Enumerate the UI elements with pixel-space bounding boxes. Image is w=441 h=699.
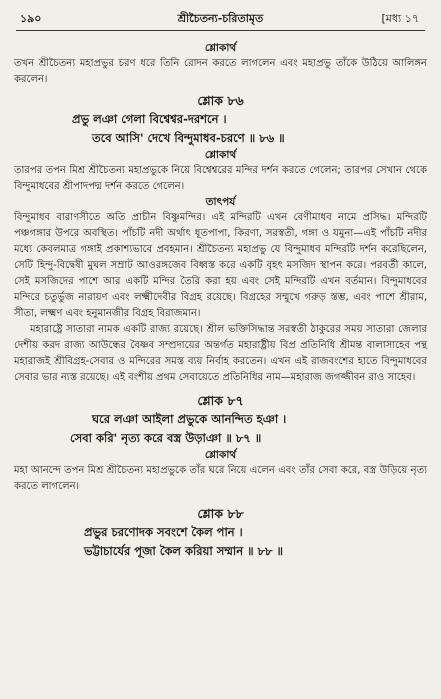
purport-paragraph: মহারাষ্ট্রে সাতারা নামক একটি রাজ্য রয়েছে। শ্রীল ভক্তিসিদ্ধান্ত সরস্বতী ঠাকুরের সময় সাতারা জেলার দেশীয় করদ রাজ্য আউন্ধের বৈষ্ণব সম্প্রদায়ের অন্তর্গত মহারাষ্ট্রীয় বিপ্র প্রতিনিধি শ্রীমন্ত বালাসাহেব পন্থ মহারাজই শ্রীবিগ্রহ-সেবার ও মন্দিরের সমস্ত ব্যয় নির্বাহ করতেন। এখন এই রাজবংশের হাতে বিন্দুমাধবের সেবার ভার ন্যস্ত রয়েছে। এই বংশীয় প্রথম সেবায়েতে প্রতিনিধির নাম—মহারাজ জগজ্জীবন রাও সাহেব।	[14, 324, 427, 383]
translation-label: শ্লোকার্থ	[204, 449, 237, 461]
translation-text: তখন শ্রীচৈতন্য মহাপ্রভুর চরণ ধরে তিনি রোদন করতে লাগলেন এবং মহাপ্রভু তাঁকে উঠিয়ে আলিঙ্গন করলেন।	[14, 58, 427, 85]
purport-label: তাৎপর্য	[205, 196, 236, 208]
translation-label: শ্লোকার্থ	[204, 42, 237, 54]
verse-line: ভট্টাচার্যের পূজা কৈল করিয়া সম্মান ॥ ৮৮ ॥	[84, 544, 284, 558]
verse-line: তবে আসি' দেখে বিন্দুমাধব-চরণে ॥ ৮৬ ॥	[92, 131, 285, 145]
verse-text	[14, 410, 427, 448]
translation-text: মহা আনন্দে তপন মিশ্র শ্রীচৈতন্য মহাপ্রভুকে তাঁর ঘরে নিয়ে এলেন এবং তাঁর সেবা করে, বস্ত্র উড়িয়ে নৃত্য করতে লাগলেন।	[14, 465, 427, 492]
verse-text	[14, 523, 427, 561]
header-rule	[16, 30, 425, 31]
verse-text	[14, 110, 427, 148]
translation-text: তারপর তপন মিশ্র শ্রীচৈতন্য মহাপ্রভুকে নিয়ে বিশ্বেশ্বরের মন্দির দর্শন করতে গেলেন; তারপর সেখান থেকে বিন্দুমাধবের শ্রীপাদপদ্ম দর্শন করতে গেলেন।	[14, 165, 427, 192]
page-header	[14, 8, 427, 30]
verse-line: ঘরে লঞা আইলা প্রভুকে আনন্দিত হঞা ।	[92, 412, 287, 426]
verse-number: শ্লোক ৮৮	[197, 506, 244, 521]
verse-number: শ্লোক ৮৭	[197, 393, 244, 408]
verse-line: প্রভুর চরণোদক সবংশে কৈল পান ।	[84, 525, 243, 539]
translation-label: শ্লোকার্থ	[204, 149, 237, 161]
verse-line: সেবা করি' নৃত্য করে বস্ত্র উড়াঞা ॥ ৮৭ ॥	[70, 431, 262, 445]
purport-paragraph: বিন্দুমাধব বারাণসীতে অতি প্রাচীন বিষ্ণুমন্দির। এই মন্দিরটি এখন বেণীমাধব নামে প্রসিদ্ধ। মন্দিরটি পঞ্চগঙ্গার উপরে অবস্থিত। পাঁচটি নদী অর্থাৎ ধূতপাপা, কিরণা, সরস্বতী, গঙ্গা ও যমুনা—এই পাঁচটি নদীর মধ্যে কেবলমাত্র গঙ্গাই প্রকাশ্যভাবে প্রবহমান। শ্রীচৈতন্য মহাপ্রভু যে বিন্দুমাধব মন্দিরটি দর্শন করেছিলেন, সেটি হিন্দু-বিদ্বেষী মুঘল সম্রাট আওরঙ্গজেব বিধ্বস্ত করে একটি বৃহৎ মসজিদ স্থাপন করে। পরবর্তী কালে, সেই মসজিদের পাশে আর একটি মন্দির তৈরি করা হয় এবং সেই মন্দিরটি এখন বর্তমান। বিন্দুমাধবের মন্দিরে চতুর্ভুজ নারায়ণ এবং লক্ষ্মীদেবীর বিগ্রহ রয়েছে। বিগ্রহের সম্মুখে গরুড় স্তম্ভ, এবং পাশে শ্রীরাম, সীতা, লক্ষ্মণ এবং হনুমানজীর বিগ্রহ বিরাজমান।	[14, 212, 427, 319]
running-title: শ্রীচৈতন্য-চরিতামৃত	[177, 12, 264, 25]
verse-number: শ্লোক ৮৬	[197, 93, 244, 108]
verse-line: প্রভু লঞা গেলা বিশ্বেশ্বর-দরশনে ।	[72, 112, 227, 126]
chapter-marker: [মধ্য ১৭	[381, 12, 419, 25]
page-number: ১৯০	[20, 12, 42, 25]
